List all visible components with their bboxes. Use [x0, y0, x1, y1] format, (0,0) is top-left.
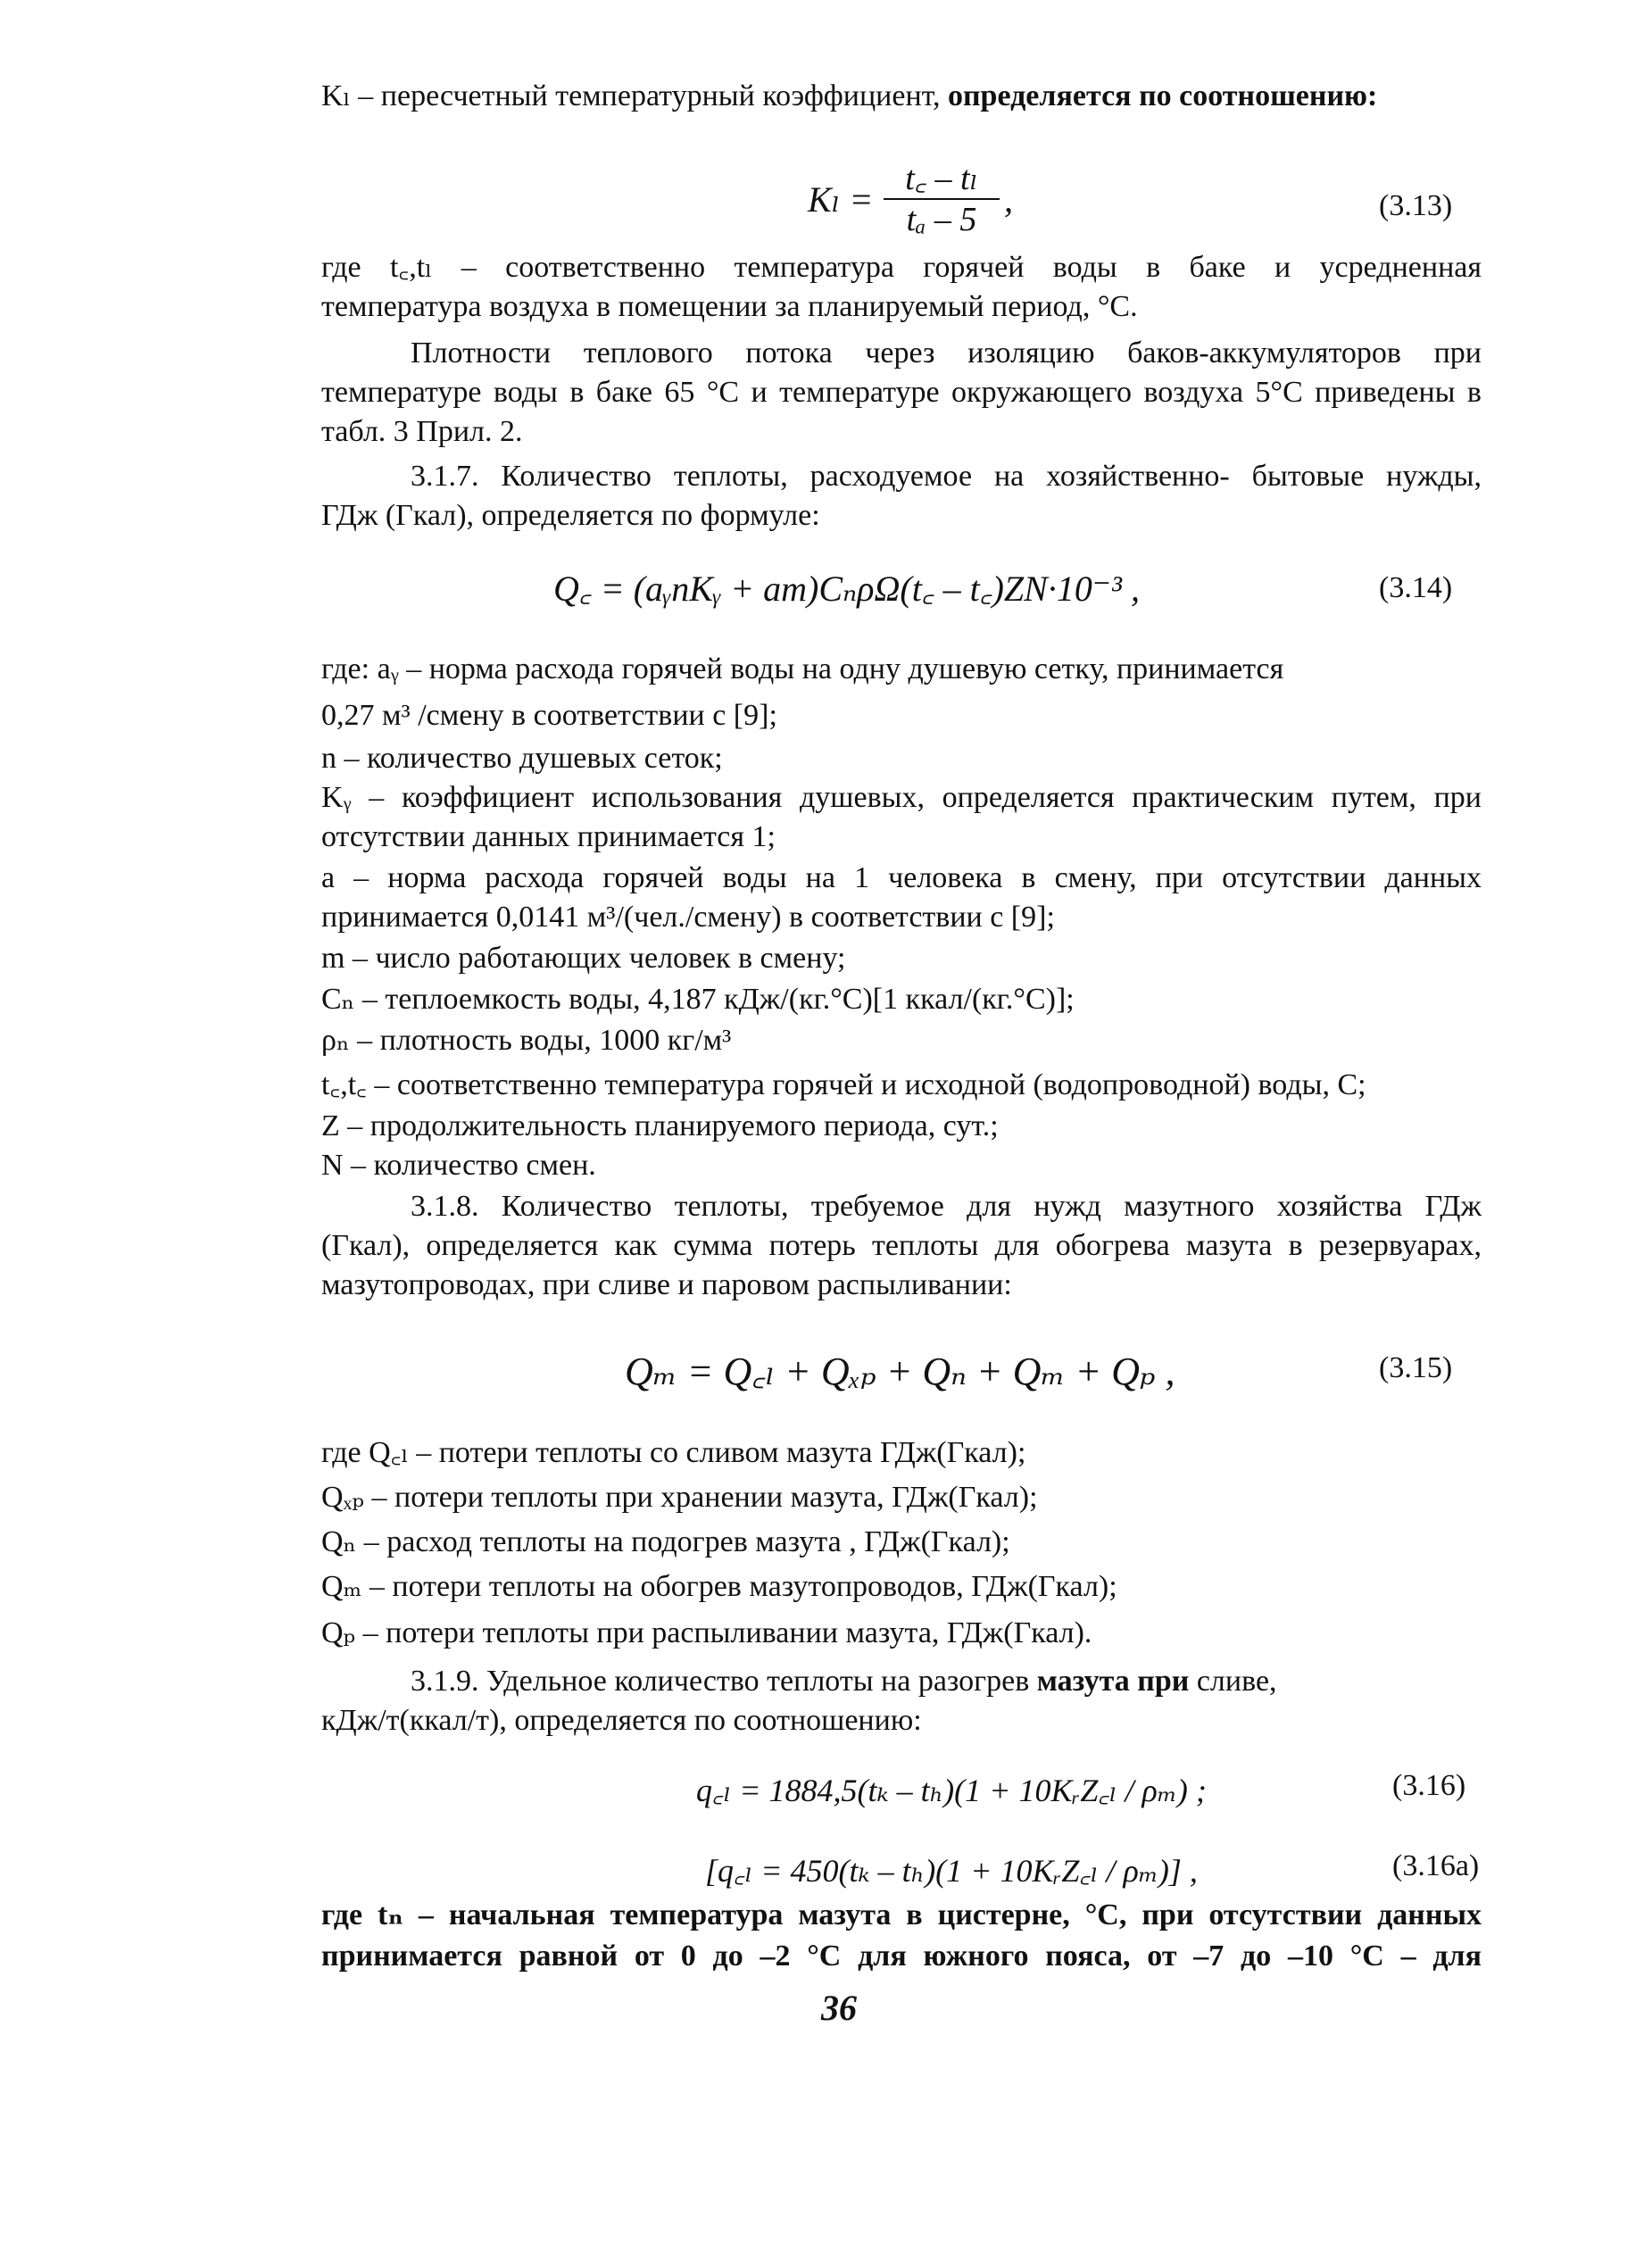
text-line: n – количество душевых сеток;: [321, 742, 723, 775]
text-line: температуре воды в баке 65 °С и температуре окружающего воздуха 5°С приведены в: [321, 376, 1482, 409]
text-line: N – количество смен.: [321, 1149, 596, 1182]
formula-3-13-tail: ,: [1004, 179, 1013, 220]
text-line: 3.1.8. Количество теплоты, требуемое для нужд мазутного хозяйства ГДж: [411, 1190, 1482, 1223]
text-line: принимается 0,0141 м³/(чел./смену) в соответствии с [9];: [321, 901, 1055, 934]
text-line: Qₘ – потери теплоты на обогрев мазутопроводов, ГДж(Гкал);: [321, 1570, 1117, 1603]
text-line: Kᵧ – коэффициент использования душевых, определяется практическим путем, при: [321, 781, 1482, 814]
formula-3-13-denominator: tₐ – 5: [906, 201, 977, 238]
text-line-part: сливе,: [1189, 1665, 1277, 1698]
text-line-bold-part: определяется по соотношению:: [940, 79, 1378, 112]
text-line: кДж/т(ккал/т), определяется по соотношению:: [321, 1704, 922, 1737]
formula-3-16: q꜀ₗ = 1884,5(tₖ – tₕ)(1 + 10KᵣZ꜀ₗ / ρₘ) ;: [696, 1773, 1207, 1808]
formula-3-14: Q꜀ = (aᵧnKᵧ + am)CₙρΩ(t꜀ – t꜀)ZN·10⁻³ ,: [553, 569, 1140, 609]
equation-number-3-14: (3.14): [1379, 571, 1453, 604]
text-line: [411, 1662, 1482, 1701]
formula-3-15: Qₘ = Q꜀ₗ + Qₓₚ + Qₙ + Qₘ + Qₚ ,: [625, 1350, 1175, 1393]
text-line: t꜀,t꜀ – соответственно температура горячей и исходной (водопроводной) воды, С;: [321, 1068, 1366, 1101]
text-line: Qₚ – потери теплоты при распыливании мазута, ГДж(Гкал).: [321, 1616, 1092, 1649]
text-line: [321, 77, 1482, 116]
text-line: 0,27 м³ /смену в соответствии с [9];: [321, 699, 777, 732]
text-line-part: 3.1.9. Удельное количество теплоты на разогрев: [411, 1665, 1037, 1698]
text-line: где: aᵧ – норма расхода горячей воды на одну душевую сетку, принимается: [321, 652, 1284, 685]
equation-number-3-13: (3.13): [1379, 189, 1453, 222]
text-line: a – норма расхода горячей воды на 1 человека в смену, при отсутствии данных: [321, 861, 1482, 894]
text-line: табл. 3 Прил. 2.: [321, 415, 523, 448]
text-line: ГДж (Гкал), определяется по формуле:: [321, 499, 820, 532]
text-line: Qₙ – расход теплоты на подогрев мазута , ГДж(Гкал);: [321, 1525, 1010, 1558]
equation-number-3-16a: (3.16а): [1392, 1849, 1480, 1882]
text-line-bold-part: мазута при: [1036, 1665, 1190, 1698]
formula-3-13-lhs: Kₗ =: [808, 179, 874, 220]
text-line: мазутопроводах, при сливе и паровом распыливании:: [321, 1268, 1012, 1301]
text-line: Cₙ – теплоемкость воды, 4,187 кДж/(кг.°С)[1 ккал/(кг.°С)];: [321, 983, 1075, 1016]
text-line: принимается равной от 0 до –2 °С для южного пояса, от –7 до –10 °С – для: [321, 1940, 1482, 1973]
equation-number-3-16: (3.16): [1392, 1769, 1466, 1802]
text-line: (Гкал), определяется как сумма потерь теплоты для обогрева мазута в резервуарах,: [321, 1229, 1482, 1262]
text-line: температура воздуха в помещении за планируемый период, °С.: [321, 290, 1138, 323]
text-line: где tₙ – начальная температура мазута в цистерне, °С, при отсутствии данных: [321, 1898, 1482, 1931]
equation-number-3-15: (3.15): [1379, 1351, 1453, 1384]
text-line: ρₙ – плотность воды, 1000 кг/м³: [321, 1024, 732, 1057]
text-line: отсутствии данных принимается 1;: [321, 820, 776, 853]
page-number: 36: [821, 1988, 857, 2028]
text-line: m – число работающих человек в смену;: [321, 942, 846, 975]
text-line: где Q꜀ₗ – потери теплоты со сливом мазута ГДж(Гкал);: [321, 1436, 1026, 1469]
text-line-part: Kₗ – пересчетный температурный коэффициент,: [321, 79, 941, 112]
formula-3-16a: [q꜀ₗ = 450(tₖ – tₕ)(1 + 10KᵣZ꜀ₗ / ρₘ)] ,: [705, 1853, 1198, 1889]
formula-3-13-numerator: t꜀ – tₗ: [905, 160, 978, 197]
text-line: Qₓₚ – потери теплоты при хранении мазута, ГДж(Гкал);: [321, 1481, 1038, 1514]
text-line: Z – продолжительность планируемого периода, сут.;: [321, 1109, 999, 1142]
text-line: где t꜀,tₗ – соответственно температура горячей воды в баке и усредненная: [321, 251, 1482, 284]
text-line: 3.1.7. Количество теплоты, расходуемое на хозяйственно- бытовые нужды,: [411, 460, 1482, 493]
text-line: Плотности теплового потока через изоляцию баков-аккумуляторов при: [411, 336, 1482, 370]
